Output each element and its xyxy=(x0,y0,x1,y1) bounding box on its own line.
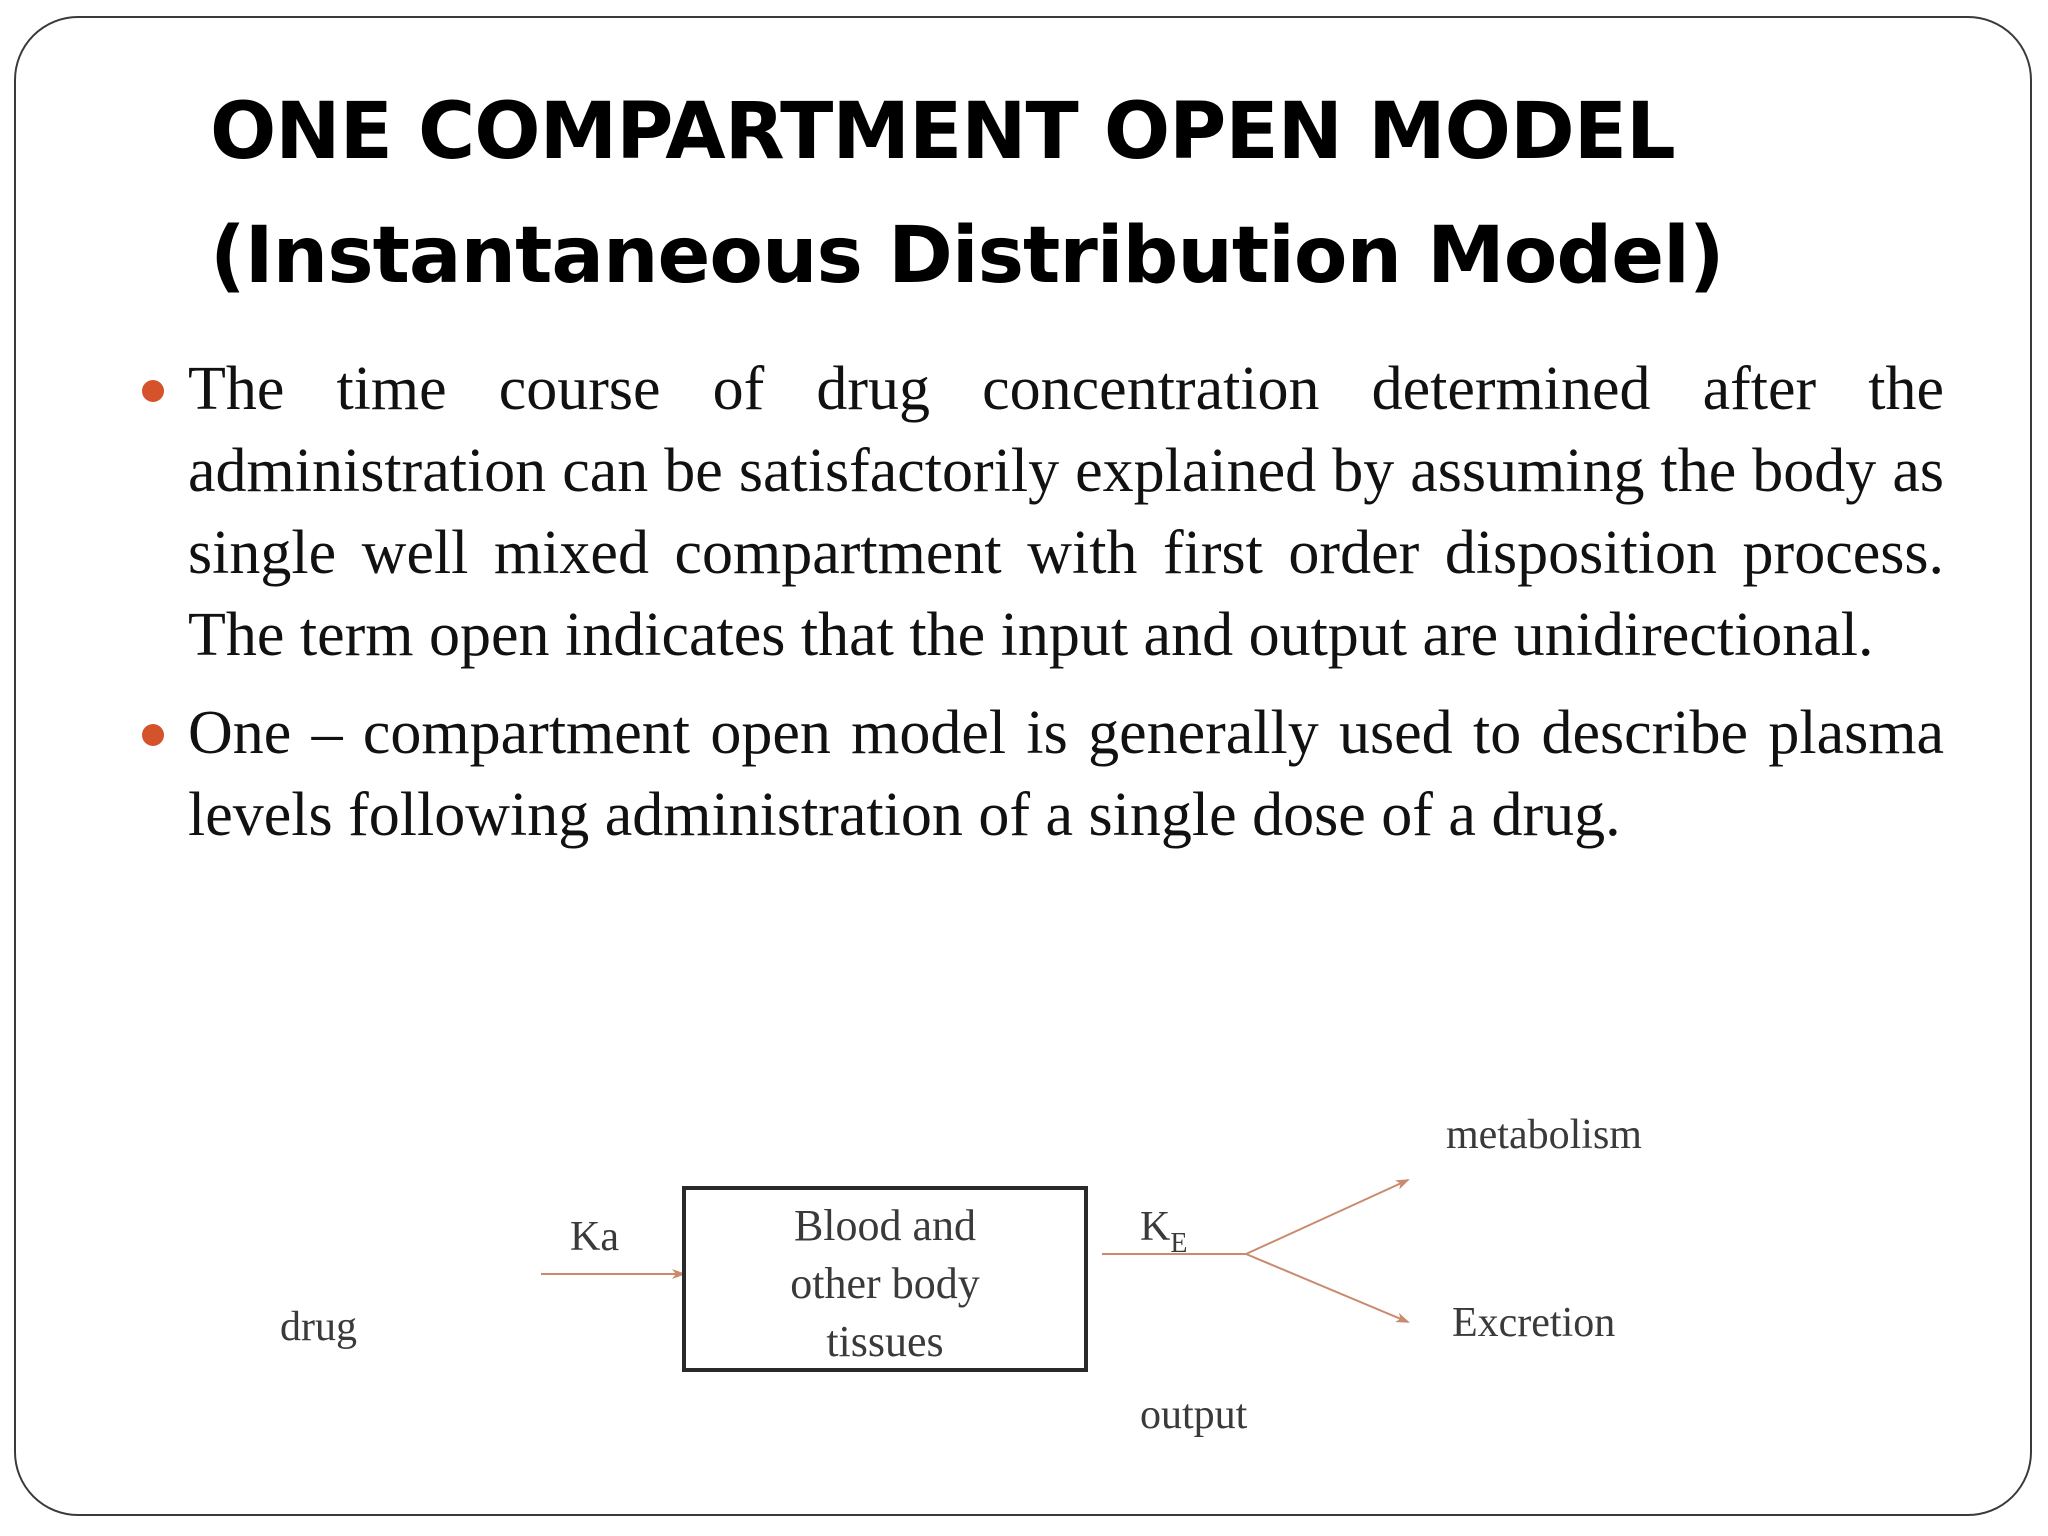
compartment-label-line-2: other body xyxy=(790,1259,980,1308)
bullet-text: One – compartment open model is generally used to describe plasma levels following administration of a single dose of a drug. xyxy=(188,699,1944,849)
bullet-item xyxy=(134,348,1944,676)
excretion-label: Excretion xyxy=(1452,1300,1616,1346)
absorption-rate-label: Ka xyxy=(570,1214,619,1260)
title-line-2: (Instantaneous Distribution Model) xyxy=(210,211,1724,301)
bullet-item xyxy=(134,692,1944,856)
output-label: output xyxy=(1140,1392,1248,1438)
elimination-rate-symbol: K xyxy=(1140,1204,1171,1250)
bullet-dot-icon xyxy=(142,380,164,402)
bullet-list xyxy=(134,348,1944,872)
title-line-1: ONE COMPARTMENT OPEN MODEL xyxy=(210,87,1675,177)
bullet-text: The time course of drug concentration determined after the administration can be satisfactorily explained by assuming the body as single well mixed compartment with first order disposition process. The term open indicates that the input and output are unidirectional. xyxy=(188,355,1944,669)
slide xyxy=(14,16,2032,1516)
bullet-dot-icon xyxy=(142,724,164,746)
compartment-label-line-1: Blood and xyxy=(793,1201,977,1250)
elimination-rate-subscript: E xyxy=(1170,1228,1188,1259)
compartment-box xyxy=(684,1188,1086,1370)
excretion-arrow xyxy=(1246,1254,1408,1322)
elimination-rate-label xyxy=(1140,1204,1187,1259)
compartment-label-line-3: tissues xyxy=(826,1317,944,1366)
slide-title xyxy=(210,70,1910,318)
metabolism-arrow xyxy=(1246,1180,1408,1254)
drug-label: drug xyxy=(280,1304,357,1350)
metabolism-label: metabolism xyxy=(1446,1112,1642,1158)
